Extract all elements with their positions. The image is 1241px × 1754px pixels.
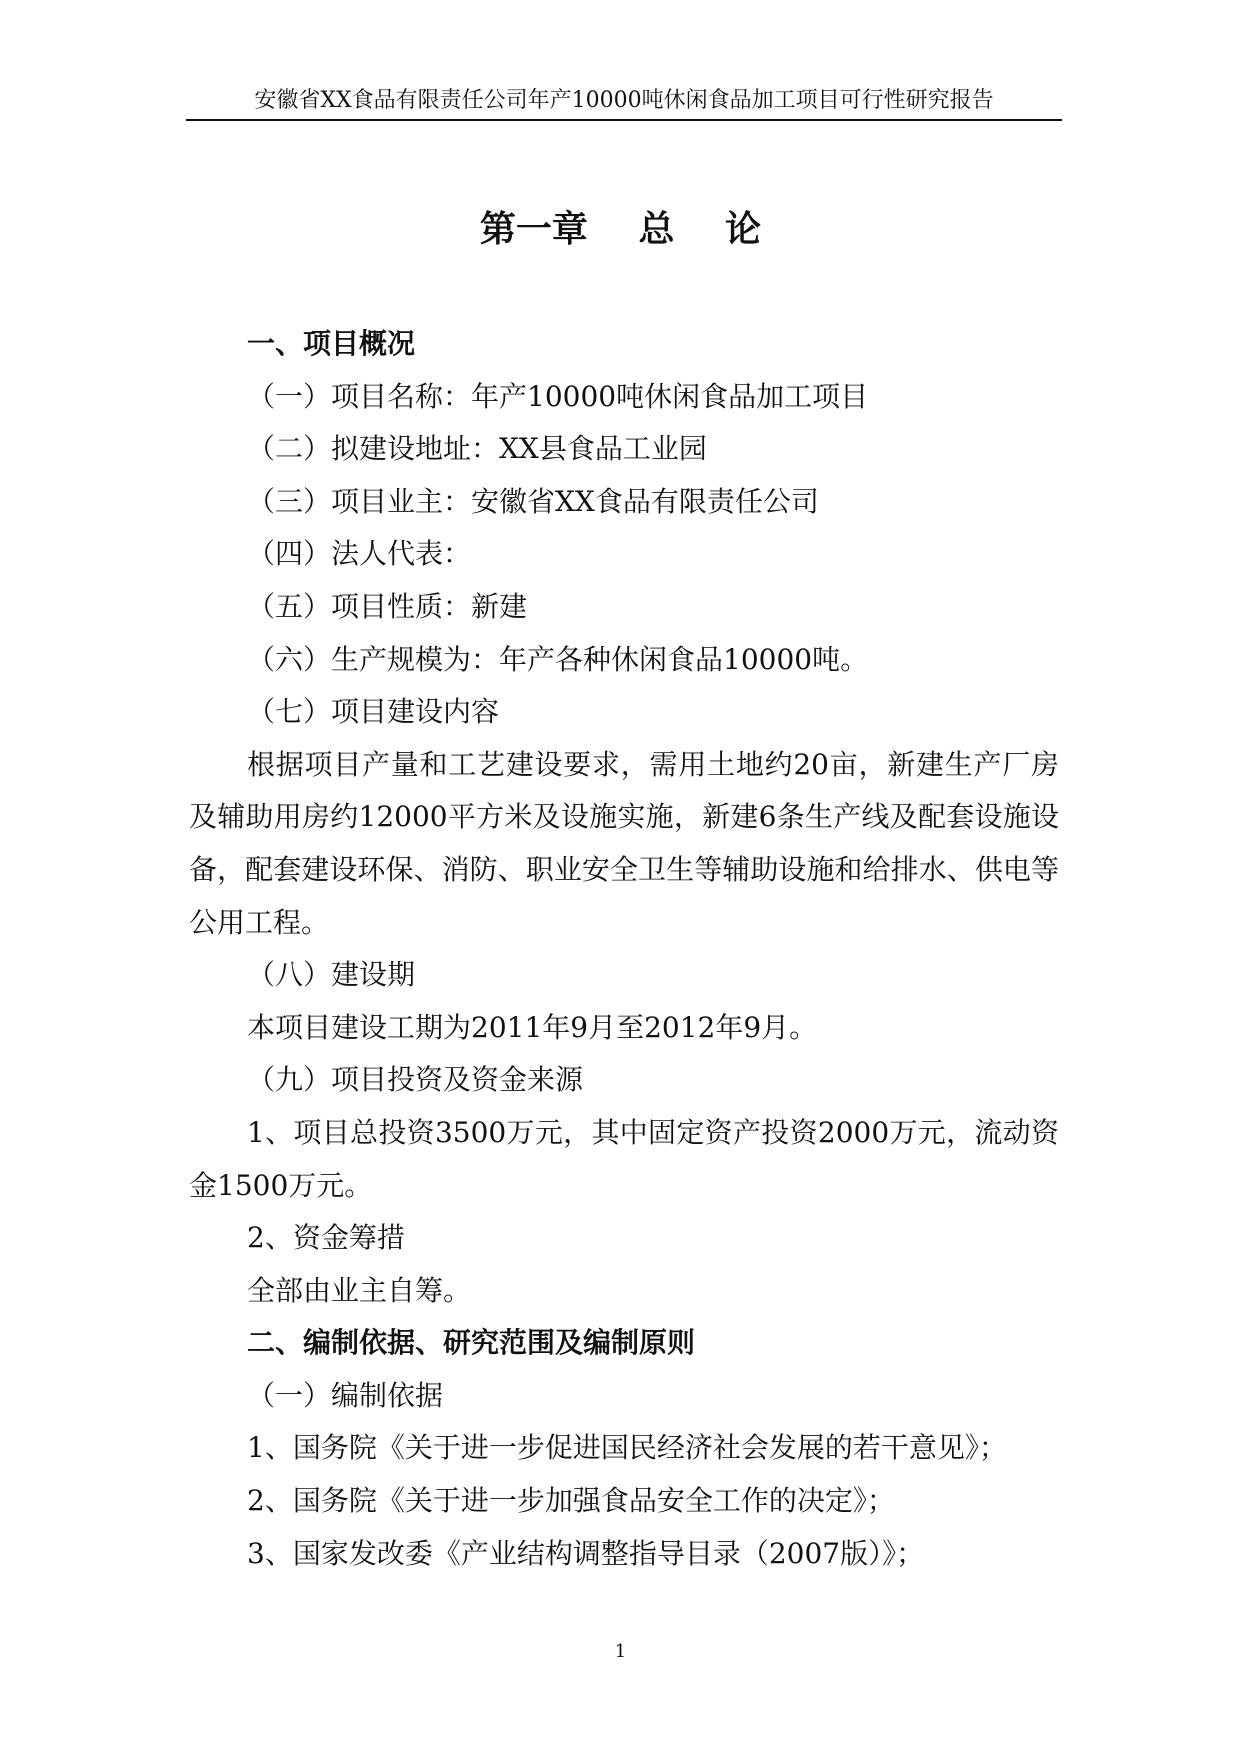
paragraph-construction-content: 根据项目产量和工艺建设要求，需用土地约20亩，新建生产厂房及辅助用房约12000平方米及设施实施，新建6条生产线及配套设施设备，配套建设环保、消防、职业安全卫生等辅助设施和给排水、供电等公用工程。 xyxy=(189,747,1059,939)
list-item-basis-2: 2、国务院《关于进一步加强食品安全工作的决定》； xyxy=(247,1484,895,1518)
item-production-scale: （六）生产规模为：年产各种休闲食品10000吨。 xyxy=(247,642,869,676)
section-heading-overview: 一、项目概况 xyxy=(247,327,416,360)
item-construction-content: （七）项目建设内容 xyxy=(247,695,500,729)
running-header: 安徽省XX食品有限责任公司年产10000吨休闲食品加工项目可行性研究报告 xyxy=(254,88,994,113)
paragraph-construction-period: 本项目建设工期为2011年9月至2012年9月。 xyxy=(247,1010,818,1044)
section-heading-basis: 二、编制依据、研究范围及编制原则 xyxy=(247,1326,696,1360)
item-project-name: （一）项目名称：年产10000吨休闲食品加工项目 xyxy=(247,379,869,413)
item-project-nature: （五）项目性质：新建 xyxy=(247,589,528,623)
chapter-title-char-2: 论 xyxy=(725,209,762,250)
item-compilation-basis: （一）编制依据 xyxy=(247,1378,444,1412)
chapter-title xyxy=(0,205,1241,255)
item-project-owner: （三）项目业主：安徽省XX食品有限责任公司 xyxy=(247,484,819,518)
chapter-number: 第一章 xyxy=(479,209,588,250)
item-legal-representative: （四）法人代表： xyxy=(247,537,472,571)
item-investment-funding: （九）项目投资及资金来源 xyxy=(247,1063,584,1097)
item-construction-period: （八）建设期 xyxy=(247,958,416,992)
list-item-basis-1: 1、国务院《关于进一步促进国民经济社会发展的若干意见》； xyxy=(247,1431,1007,1465)
subitem-fund-raising: 2、资金筹措 xyxy=(247,1221,405,1255)
list-item-basis-3: 3、国家发改委《产业结构调整指导目录（2007版）》； xyxy=(247,1536,925,1570)
document-body xyxy=(189,318,1059,1580)
header-divider xyxy=(186,119,1062,121)
item-project-location: （二）拟建设地址：XX县食品工业园 xyxy=(247,432,707,466)
chapter-title-char-1: 总 xyxy=(638,209,675,250)
paragraph-fund-raising: 全部由业主自筹。 xyxy=(247,1273,472,1307)
page-number: 1 xyxy=(614,1641,627,1662)
paragraph-total-investment: 1、项目总投资3500万元，其中固定资产投资2000万元，流动资金1500万元。 xyxy=(189,1115,1059,1202)
